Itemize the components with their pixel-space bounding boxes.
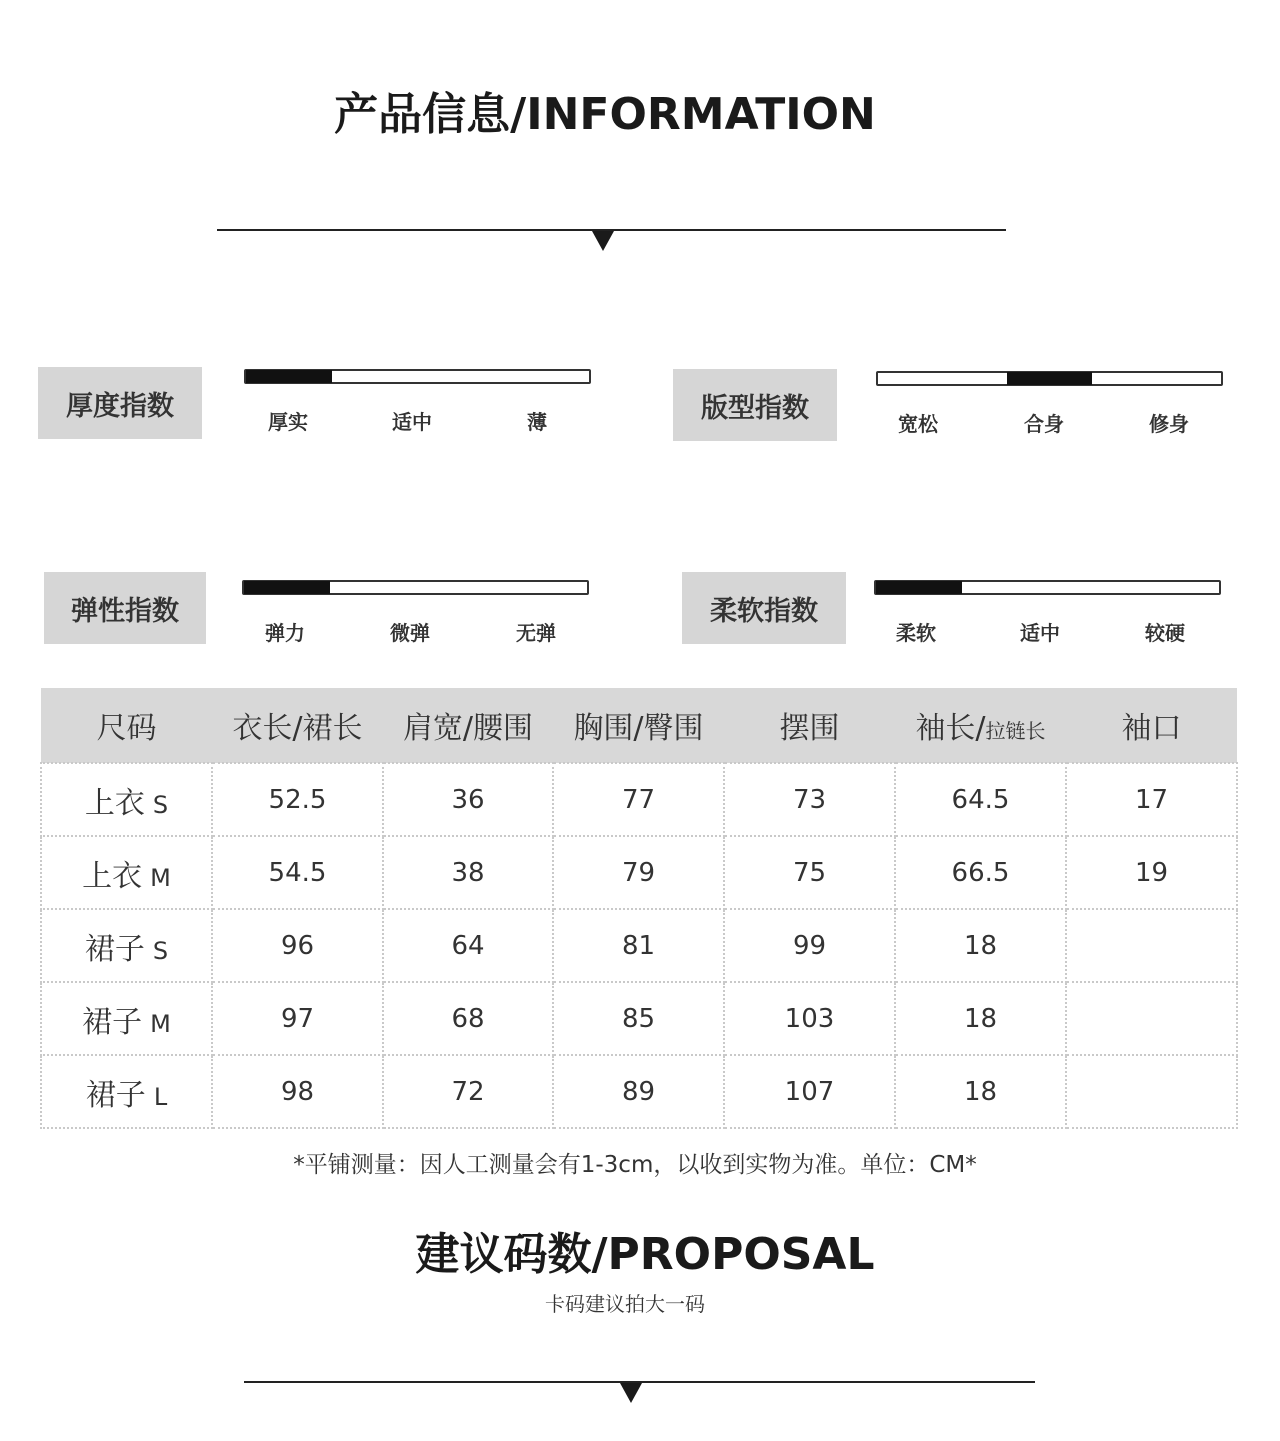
table-cell: 52.5 — [212, 763, 383, 836]
header-size: 尺码 — [41, 688, 212, 763]
table-cell: 18 — [895, 982, 1066, 1055]
fit-tick-3: 修身 — [1149, 412, 1189, 436]
softness-bar — [874, 580, 1221, 595]
proposal-text: 卡码建议拍大一码 — [545, 1292, 705, 1316]
elasticity-tick-1: 弹力 — [265, 621, 305, 645]
table-cell: 89 — [553, 1055, 724, 1128]
fit-tick-2: 合身 — [1024, 412, 1064, 436]
elasticity-bar-fill — [244, 581, 330, 594]
table-cell: 81 — [553, 909, 724, 982]
table-cell: 85 — [553, 982, 724, 1055]
down-arrow-icon — [592, 231, 614, 251]
header-sleeve-label: 袖长/ — [915, 711, 986, 746]
header-sleeve-length — [895, 688, 1066, 763]
row-size-label — [41, 763, 212, 836]
table-cell — [1066, 982, 1237, 1055]
garment-size: M — [150, 1009, 171, 1038]
table-cell: 19 — [1066, 836, 1237, 909]
size-table — [40, 688, 1238, 1129]
thickness-bar-fill — [246, 370, 332, 383]
table-row — [41, 763, 1237, 836]
thickness-tick-2: 适中 — [392, 410, 432, 434]
fit-tick-1: 宽松 — [898, 412, 938, 436]
softness-tick-1: 柔软 — [896, 621, 936, 645]
fit-bar-fill — [1007, 372, 1093, 385]
elasticity-tick-2: 微弹 — [390, 621, 430, 645]
fit-bar — [876, 371, 1223, 386]
fit-index-label: 版型指数 — [673, 369, 837, 441]
table-cell: 98 — [212, 1055, 383, 1128]
softness-index-label: 柔软指数 — [682, 572, 846, 644]
table-cell: 107 — [724, 1055, 895, 1128]
row-size-label — [41, 982, 212, 1055]
thickness-tick-3: 薄 — [527, 410, 547, 434]
garment-size: M — [150, 863, 171, 892]
table-cell: 72 — [383, 1055, 553, 1128]
softness-tick-2: 适中 — [1020, 621, 1060, 645]
table-cell: 77 — [553, 763, 724, 836]
table-cell: 66.5 — [895, 836, 1066, 909]
table-cell — [1066, 1055, 1237, 1128]
table-cell: 18 — [895, 1055, 1066, 1128]
size-table-header-row — [41, 688, 1237, 763]
measurement-note: *平铺测量：因人工测量会有1-3cm，以收到实物为准。单位：CM* — [293, 1152, 977, 1178]
table-cell: 18 — [895, 909, 1066, 982]
header-cuff: 袖口 — [1066, 688, 1237, 763]
table-cell: 96 — [212, 909, 383, 982]
table-row — [41, 982, 1237, 1055]
header-length: 衣长/裙长 — [212, 688, 383, 763]
proposal-title: 建议码数/PROPOSAL — [415, 1229, 875, 1280]
table-cell: 64.5 — [895, 763, 1066, 836]
softness-tick-3: 较硬 — [1145, 621, 1185, 645]
table-cell: 64 — [383, 909, 553, 982]
table-cell: 103 — [724, 982, 895, 1055]
header-hem: 摆围 — [724, 688, 895, 763]
down-arrow-icon — [620, 1383, 642, 1403]
header-zipper-label: 拉链长 — [985, 719, 1046, 743]
table-cell: 36 — [383, 763, 553, 836]
row-size-label — [41, 1055, 212, 1128]
elasticity-index-label: 弹性指数 — [44, 572, 206, 644]
garment-size: S — [152, 790, 169, 819]
thickness-index-label: 厚度指数 — [38, 367, 202, 439]
elasticity-tick-3: 无弹 — [516, 621, 556, 645]
garment-name: 裙子 — [84, 931, 145, 967]
thickness-tick-1: 厚实 — [268, 410, 308, 434]
table-row — [41, 909, 1237, 982]
row-size-label — [41, 909, 212, 982]
page-title: 产品信息/INFORMATION — [334, 89, 876, 140]
softness-bar-fill — [876, 581, 962, 594]
garment-size: S — [152, 936, 169, 965]
row-size-label — [41, 836, 212, 909]
garment-name: 裙子 — [82, 1004, 143, 1040]
table-cell: 17 — [1066, 763, 1237, 836]
table-row — [41, 836, 1237, 909]
table-cell — [1066, 909, 1237, 982]
table-cell: 75 — [724, 836, 895, 909]
table-cell: 79 — [553, 836, 724, 909]
table-cell: 73 — [724, 763, 895, 836]
garment-name: 裙子 — [85, 1077, 146, 1113]
table-cell: 38 — [383, 836, 553, 909]
table-cell: 68 — [383, 982, 553, 1055]
table-cell: 99 — [724, 909, 895, 982]
header-chest-hip: 胸围/臀围 — [553, 688, 724, 763]
garment-size: L — [153, 1082, 168, 1111]
garment-name: 上衣 — [84, 785, 145, 821]
thickness-bar — [244, 369, 591, 384]
elasticity-bar — [242, 580, 589, 595]
table-cell: 54.5 — [212, 836, 383, 909]
table-row — [41, 1055, 1237, 1128]
table-cell: 97 — [212, 982, 383, 1055]
header-shoulder-waist: 肩宽/腰围 — [383, 688, 553, 763]
garment-name: 上衣 — [82, 858, 143, 894]
